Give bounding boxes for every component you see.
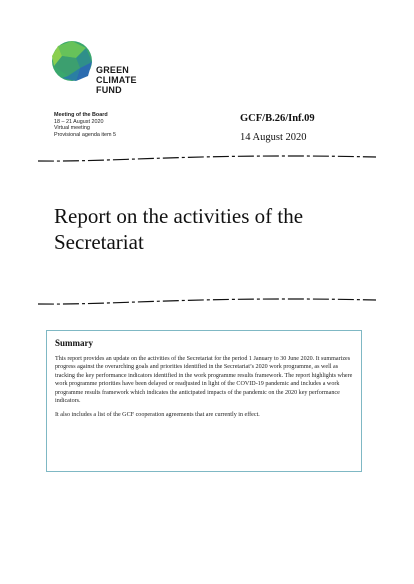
meeting-dates: 18 – 21 August 2020 — [54, 118, 104, 125]
document-code: GCF/B.26/Inf.09 — [240, 113, 315, 124]
summary-heading: Summary — [55, 338, 93, 348]
logo-line-climate: CLIMATE — [96, 75, 137, 85]
logo-line-green: GREEN — [96, 65, 130, 75]
meeting-info — [54, 112, 116, 138]
summary-paragraph-2: It also includes a list of the GCF cooperation agreements that are currently in effect. — [55, 412, 260, 419]
meeting-venue: Virtual meeting — [54, 125, 90, 132]
agenda-item: Provisional agenda item 5 — [54, 131, 117, 138]
page-title: Report on the activities of the Secretariat — [54, 204, 304, 254]
wave-divider-top — [38, 153, 376, 165]
meeting-name: Meeting of the Board — [54, 112, 108, 118]
wave-divider-bottom — [38, 296, 376, 308]
logo-wordmark — [96, 65, 137, 95]
summary-paragraph-1: This report provides an update on the activities of the Secretariat for the period 1 January to 30 June 2020. It summarizes progress against the overarching goals and priorities identified in the Secretariat’s 2020 work programme, as well as tracking the key performance indicators identified in the work programme results framework. The report highlights where work programme priorities have been delayed or readjusted in light of the COVID-19 pandemic and includes a work programme results framework which indicates the anticipated impacts of the pandemic on the 2020 key performance indicators. — [55, 356, 353, 405]
summary-body — [55, 355, 355, 426]
logo-line-fund: FUND — [96, 85, 122, 95]
document-date: 14 August 2020 — [240, 132, 307, 143]
summary-box — [46, 330, 362, 472]
